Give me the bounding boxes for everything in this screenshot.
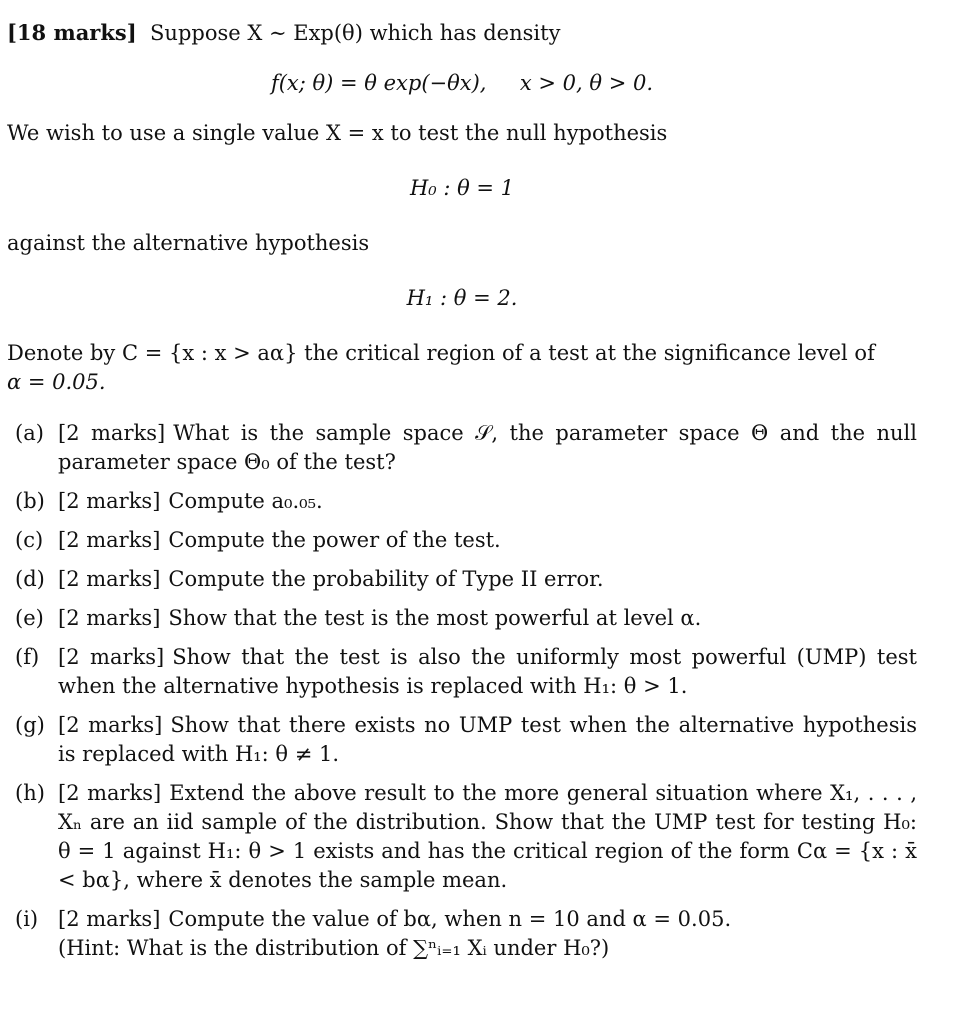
question-text: Compute the value of bα, when n = 10 and α = 0.05.	[168, 907, 732, 931]
question-label: (h)	[15, 781, 45, 805]
question-h	[7, 779, 917, 895]
question-text: Show that there exists no UMP test when the alternative hypothesis is replaced with H₁: θ ≠ 1.	[58, 713, 917, 766]
question-label: (b)	[15, 489, 45, 513]
question-text: What is the sample space 𝒮, the parameter space Θ and the null parameter space Θ₀ of the test?	[58, 421, 917, 474]
density-equation	[7, 69, 917, 98]
question-c	[7, 526, 917, 555]
question-g	[7, 711, 917, 769]
question-marks: [2 marks]	[58, 713, 163, 737]
critical-region-text	[7, 339, 917, 397]
total-marks: [18 marks]	[7, 20, 137, 45]
question-marks: [2 marks]	[58, 489, 161, 513]
alternative-intro-text: against the alternative hypothesis	[7, 231, 370, 255]
question-text: Compute the power of the test.	[168, 528, 501, 552]
question-marks: [2 marks]	[58, 645, 165, 669]
question-text: Show that the test is the most powerful at level α.	[168, 606, 702, 630]
question-text: Compute a₀.₀₅.	[168, 489, 323, 513]
question-f	[7, 643, 917, 701]
question-i	[7, 905, 917, 963]
question-hint: (Hint: What is the distribution of ∑ⁿᵢ₌₁ Xᵢ under H₀?)	[58, 936, 610, 960]
question-marks: [2 marks]	[58, 421, 166, 445]
test-intro-text: We wish to use a single value X = x to test the null hypothesis	[7, 121, 668, 145]
question-label: (c)	[15, 528, 44, 552]
question-label: (e)	[15, 606, 44, 630]
question-label: (i)	[15, 907, 39, 931]
question-e	[7, 604, 917, 633]
question-b	[7, 487, 917, 516]
question-label: (g)	[15, 713, 45, 737]
question-d	[7, 565, 917, 594]
question-marks: [2 marks]	[58, 781, 162, 805]
question-label: (f)	[15, 645, 40, 669]
question-marks: [2 marks]	[58, 528, 161, 552]
question-label: (d)	[15, 567, 45, 591]
problem-sheet	[7, 18, 917, 973]
density-condition: x > 0, θ > 0.	[519, 71, 654, 95]
question-marks: [2 marks]	[58, 567, 161, 591]
question-a	[7, 419, 917, 477]
critical-region-line-1: Denote by C = {x : x > aα} the critical region of a test at the significance level of	[7, 341, 875, 365]
question-marks: [2 marks]	[58, 606, 161, 630]
question-text: Show that the test is also the uniformly most powerful (UMP) test when the alternative hypothesis is replaced with H₁: θ > 1.	[58, 645, 917, 698]
critical-region-line-2: α = 0.05.	[7, 370, 106, 394]
null-hypothesis: H₀ : θ = 1	[409, 176, 515, 200]
intro-text: Suppose X ∼ Exp(θ) which has density	[150, 21, 561, 45]
question-text: Compute the probability of Type II error.	[168, 567, 604, 591]
alternative-hypothesis: H₁ : θ = 2.	[406, 286, 518, 310]
question-label: (a)	[15, 421, 44, 445]
question-text: Extend the above result to the more general situation where X₁, . . . , Xₙ are an iid sample of the distribution. Show that the UMP test for testing H₀: θ = 1 against H₁: θ > 1 exists and has the critical region of the form Cα = {x : x̄ < bα}, where x̄ denotes the sample mean.	[58, 781, 917, 892]
density-formula: f(x; θ) = θ exp(−θx),	[270, 71, 487, 95]
problem-intro	[7, 18, 917, 48]
question-marks: [2 marks]	[58, 907, 161, 931]
